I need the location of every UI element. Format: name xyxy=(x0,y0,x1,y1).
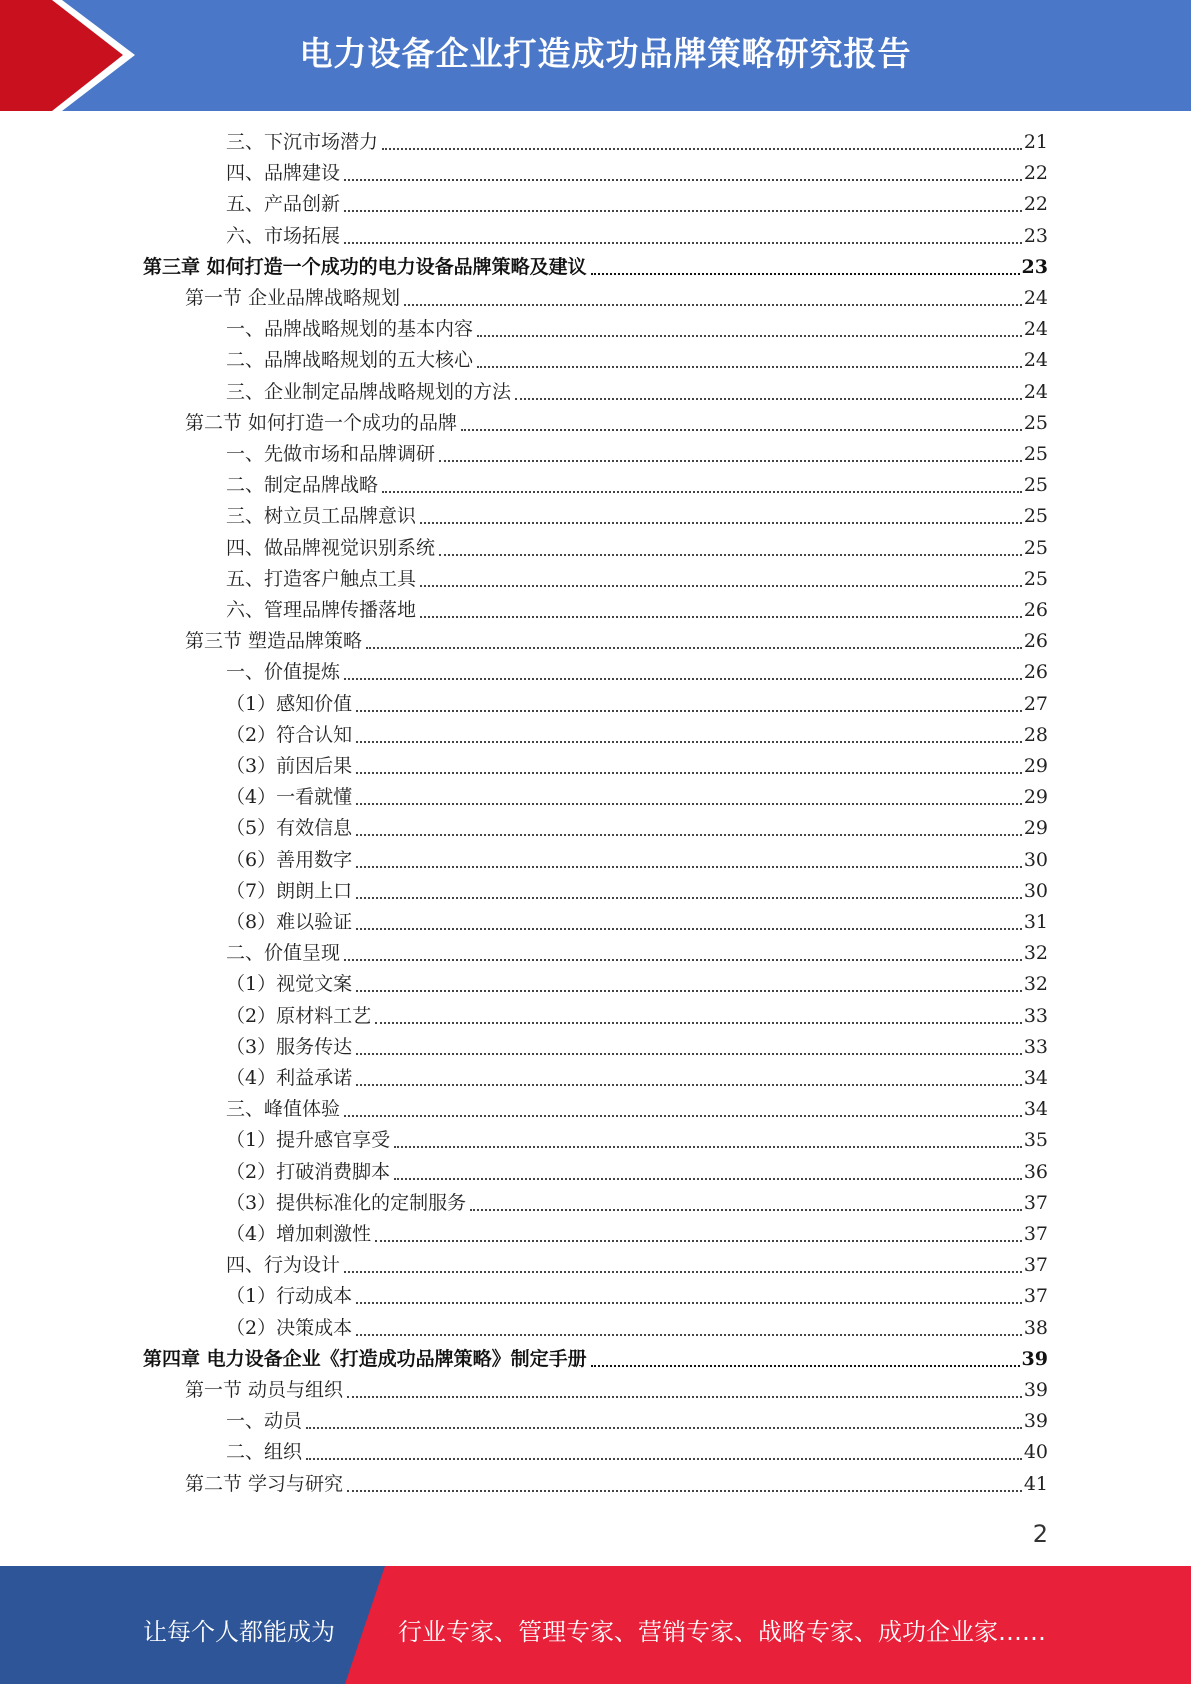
toc-entry-page: 25 xyxy=(1023,443,1048,465)
page-number: 2 xyxy=(1032,1520,1048,1548)
toc-entry[interactable] xyxy=(226,501,1048,532)
toc-entry-page: 26 xyxy=(1023,661,1048,684)
footer-slogan-right: 行业专家、管理专家、营销专家、战略专家、成功企业家…… xyxy=(398,1618,1046,1646)
toc-entry-title: 五、产品创新 xyxy=(226,193,341,216)
page-footer xyxy=(0,1566,1191,1684)
toc-entry-title: 五、打造客户触点工具 xyxy=(226,567,417,590)
toc-entry-title: 四、品牌建设 xyxy=(226,162,341,185)
toc-leader-dots xyxy=(477,333,1022,337)
toc-entry[interactable] xyxy=(226,938,1048,969)
toc-entry-title: （2）决策成本 xyxy=(226,1316,353,1339)
toc-leader-dots xyxy=(382,489,1022,493)
toc-entry[interactable] xyxy=(185,408,1048,439)
toc-entry-title: （1）感知价值 xyxy=(226,692,353,715)
toc-entry-title: （2）原材料工艺 xyxy=(226,1004,372,1027)
toc-entry-title: 一、价值提炼 xyxy=(226,661,341,684)
toc-entry-page: 22 xyxy=(1023,162,1048,185)
toc-leader-dots xyxy=(306,1456,1022,1460)
toc-entry[interactable] xyxy=(226,1001,1048,1032)
toc-entry-title: 第三节 塑造品牌策略 xyxy=(185,630,363,653)
toc-leader-dots xyxy=(394,1144,1022,1148)
toc-entry-page: 25 xyxy=(1023,411,1048,434)
toc-entry-title: （1）视觉文案 xyxy=(226,973,353,996)
toc-entry-page: 36 xyxy=(1023,1160,1048,1183)
toc-entry-page: 32 xyxy=(1023,973,1048,996)
toc-entry-page: 29 xyxy=(1023,786,1048,809)
toc-leader-dots xyxy=(344,208,1022,212)
toc-entry-title: 六、市场拓展 xyxy=(226,224,341,247)
toc-entry[interactable] xyxy=(226,813,1048,844)
toc-leader-dots xyxy=(356,1332,1022,1336)
toc-entry[interactable] xyxy=(226,533,1048,564)
toc-entry[interactable] xyxy=(226,595,1048,626)
toc-entry-page: 21 xyxy=(1023,131,1048,153)
toc-leader-dots xyxy=(356,832,1022,836)
toc-entry[interactable] xyxy=(226,782,1048,813)
toc-entry-page: 28 xyxy=(1023,723,1048,746)
toc-entry-page: 37 xyxy=(1023,1223,1048,1245)
toc-entry-page: 39 xyxy=(1023,1410,1048,1433)
toc-entry[interactable] xyxy=(185,1469,1048,1500)
toc-entry-page: 31 xyxy=(1023,911,1048,933)
toc-entry-title: 二、组织 xyxy=(226,1441,303,1464)
toc-entry-title: 二、品牌战略规划的五大核心 xyxy=(226,349,474,372)
toc-leader-dots xyxy=(356,801,1022,805)
toc-leader-dots xyxy=(344,1269,1022,1273)
toc-entry-page: 29 xyxy=(1023,817,1048,840)
toc-leader-dots xyxy=(382,146,1022,150)
toc-entry-page: 26 xyxy=(1023,630,1048,653)
toc-entry-page: 24 xyxy=(1023,287,1048,309)
toc-entry-title: 第二节 如何打造一个成功的品牌 xyxy=(185,411,458,434)
toc-leader-dots xyxy=(591,1363,1020,1367)
toc-entry[interactable] xyxy=(226,845,1048,876)
toc-entry[interactable] xyxy=(226,345,1048,376)
toc-leader-dots xyxy=(344,676,1022,680)
toc-leader-dots xyxy=(347,1394,1022,1398)
toc-entry-title: （1）提升感官享受 xyxy=(226,1129,391,1152)
toc-leader-dots xyxy=(344,1113,1022,1117)
toc-entry-title: 六、管理品牌传播落地 xyxy=(226,599,417,621)
toc-entry-title: 第二节 学习与研究 xyxy=(185,1472,344,1495)
toc-entry-title: 一、动员 xyxy=(226,1410,303,1433)
toc-entry[interactable] xyxy=(226,1219,1048,1250)
toc-leader-dots xyxy=(420,583,1022,587)
toc-leader-dots xyxy=(356,739,1022,743)
toc-leader-dots xyxy=(344,177,1022,181)
toc-leader-dots xyxy=(356,864,1022,868)
toc-entry-title: （4）增加刺激性 xyxy=(226,1223,372,1245)
toc-entry-title: （4）一看就懂 xyxy=(226,786,353,809)
toc-entry-title: （3）前因后果 xyxy=(226,755,353,777)
toc-entry[interactable] xyxy=(226,720,1048,751)
toc-entry[interactable] xyxy=(226,657,1048,688)
toc-entry[interactable] xyxy=(226,189,1048,220)
toc-entry[interactable] xyxy=(226,470,1048,501)
page-header xyxy=(0,0,1191,111)
toc-entry-page: 25 xyxy=(1023,536,1048,559)
toc-entry-page: 23 xyxy=(1021,255,1048,278)
toc-entry-title: （2）打破消费脚本 xyxy=(226,1160,391,1183)
toc-entry-title: 三、峰值体验 xyxy=(226,1098,341,1121)
toc-entry[interactable] xyxy=(226,969,1048,1000)
toc-leader-dots xyxy=(356,708,1022,712)
toc-entry-page: 26 xyxy=(1023,599,1048,621)
toc-entry-title: （5）有效信息 xyxy=(226,817,353,840)
toc-entry-page: 33 xyxy=(1023,1004,1048,1027)
toc-entry-title: （3）服务传达 xyxy=(226,1035,353,1058)
toc-entry[interactable] xyxy=(226,1032,1048,1063)
toc-leader-dots xyxy=(344,240,1022,244)
report-title: 电力设备企业打造成功品牌策略研究报告 xyxy=(299,34,912,73)
toc-entry[interactable] xyxy=(226,314,1048,345)
toc-entry-title: 第一节 动员与组织 xyxy=(185,1379,344,1401)
toc-entry[interactable] xyxy=(226,1157,1048,1188)
toc-entry-page: 25 xyxy=(1023,474,1048,497)
toc-entry-page: 37 xyxy=(1023,1285,1048,1308)
toc-entry-title: 第三章 如何打造一个成功的电力设备品牌策略及建议 xyxy=(143,255,587,278)
toc-leader-dots xyxy=(375,1238,1022,1242)
toc-entry-title: （4）利益承诺 xyxy=(226,1067,353,1089)
toc-entry-page: 41 xyxy=(1023,1472,1048,1495)
footer-slogan-left: 让每个人都能成为 xyxy=(143,1618,335,1646)
toc-entry-page: 24 xyxy=(1023,349,1048,372)
toc-entry-title: 二、价值呈现 xyxy=(226,942,341,965)
toc-entry-page: 22 xyxy=(1023,193,1048,216)
toc-entry-page: 29 xyxy=(1023,755,1048,777)
toc-entry-page: 25 xyxy=(1023,567,1048,590)
toc-entry[interactable] xyxy=(143,1344,1048,1375)
toc-entry-title: 三、下沉市场潜力 xyxy=(226,131,379,153)
toc-entry[interactable] xyxy=(226,1250,1048,1281)
toc-leader-dots xyxy=(420,520,1022,524)
toc-leader-dots xyxy=(356,770,1022,774)
toc-leader-dots xyxy=(439,552,1022,556)
toc-leader-dots xyxy=(347,1488,1022,1492)
toc-entry-title: 二、制定品牌战略 xyxy=(226,474,379,497)
toc-leader-dots xyxy=(356,895,1022,899)
toc-entry-title: （3）提供标准化的定制服务 xyxy=(226,1191,467,1214)
toc-entry[interactable] xyxy=(226,158,1048,189)
toc-entry[interactable] xyxy=(226,1437,1048,1468)
toc-entry-title: 第一节 企业品牌战略规划 xyxy=(185,287,401,309)
toc-entry[interactable] xyxy=(226,751,1048,782)
toc-leader-dots xyxy=(515,396,1022,400)
toc-entry[interactable] xyxy=(226,377,1048,408)
toc-leader-dots xyxy=(477,364,1022,368)
toc-leader-dots xyxy=(366,645,1022,649)
toc-leader-dots xyxy=(439,458,1022,462)
toc-leader-dots xyxy=(306,1425,1022,1429)
toc-entry[interactable] xyxy=(226,1125,1048,1156)
toc-entry-page: 30 xyxy=(1023,848,1048,871)
toc-entry-page: 24 xyxy=(1023,318,1048,341)
toc-leader-dots xyxy=(356,1300,1022,1304)
toc-entry[interactable] xyxy=(226,1281,1048,1312)
toc-entry-page: 24 xyxy=(1023,380,1048,403)
toc-entry[interactable] xyxy=(226,1094,1048,1125)
toc-leader-dots xyxy=(356,926,1022,930)
toc-entry-page: 35 xyxy=(1023,1129,1048,1152)
toc-entry[interactable] xyxy=(185,283,1048,314)
toc-entry-page: 32 xyxy=(1023,942,1048,965)
toc-entry[interactable] xyxy=(226,439,1048,470)
toc-entry-title: 三、企业制定品牌战略规划的方法 xyxy=(226,380,512,403)
toc-entry[interactable] xyxy=(226,1063,1048,1094)
toc-entry-title: 三、树立员工品牌意识 xyxy=(226,505,417,528)
toc-leader-dots xyxy=(344,957,1022,961)
toc-entry-page: 30 xyxy=(1023,879,1048,902)
toc-leader-dots xyxy=(356,1082,1022,1086)
toc-entry-page: 27 xyxy=(1023,692,1048,715)
toc-entry-page: 34 xyxy=(1023,1067,1048,1089)
toc-entry[interactable] xyxy=(185,626,1048,657)
toc-entry-page: 37 xyxy=(1023,1254,1048,1277)
toc-entry[interactable] xyxy=(226,221,1048,252)
toc-entry-title: （6）善用数字 xyxy=(226,848,353,871)
toc-entry-title: （1）行动成本 xyxy=(226,1285,353,1308)
toc-entry-title: 四、做品牌视觉识别系统 xyxy=(226,536,436,559)
toc-leader-dots xyxy=(356,1051,1022,1055)
toc-entry-title: 一、先做市场和品牌调研 xyxy=(226,443,436,465)
toc-entry-title: 四、行为设计 xyxy=(226,1254,341,1277)
toc-leader-dots xyxy=(394,1176,1022,1180)
toc-entry[interactable] xyxy=(226,689,1048,720)
toc-entry-page: 39 xyxy=(1023,1379,1048,1401)
toc-entry[interactable] xyxy=(226,1188,1048,1219)
toc-entry[interactable] xyxy=(185,1375,1048,1406)
toc-entry-title: 第四章 电力设备企业《打造成功品牌策略》制定手册 xyxy=(143,1347,587,1370)
toc-entry-title: （7）朗朗上口 xyxy=(226,879,353,902)
toc-entry[interactable] xyxy=(226,907,1048,938)
toc-entry-page: 33 xyxy=(1023,1035,1048,1058)
toc-entry[interactable] xyxy=(226,564,1048,595)
toc-entry[interactable] xyxy=(226,127,1048,158)
toc-entry-page: 37 xyxy=(1023,1191,1048,1214)
toc-entry-page: 34 xyxy=(1023,1098,1048,1121)
toc-entry-page: 40 xyxy=(1023,1441,1048,1464)
toc-entry-page: 23 xyxy=(1023,224,1048,247)
toc-entry-title: （8）难以验证 xyxy=(226,911,353,933)
toc-entry[interactable] xyxy=(226,1406,1048,1437)
toc-leader-dots xyxy=(461,427,1022,431)
toc-leader-dots xyxy=(470,1207,1022,1211)
toc-entry[interactable] xyxy=(226,1313,1048,1344)
toc-leader-dots xyxy=(404,302,1022,306)
toc-entry-page: 38 xyxy=(1023,1316,1048,1339)
toc-entry-title: 一、品牌战略规划的基本内容 xyxy=(226,318,474,341)
toc-entry-page: 39 xyxy=(1021,1347,1048,1370)
toc-leader-dots xyxy=(356,988,1022,992)
toc-leader-dots xyxy=(591,271,1020,275)
toc-leader-dots xyxy=(375,1020,1022,1024)
toc-leader-dots xyxy=(420,614,1022,618)
toc-entry-title: （2）符合认知 xyxy=(226,723,353,746)
toc-entry[interactable] xyxy=(143,252,1048,283)
toc-entry-page: 25 xyxy=(1023,505,1048,528)
toc-entry[interactable] xyxy=(226,876,1048,907)
